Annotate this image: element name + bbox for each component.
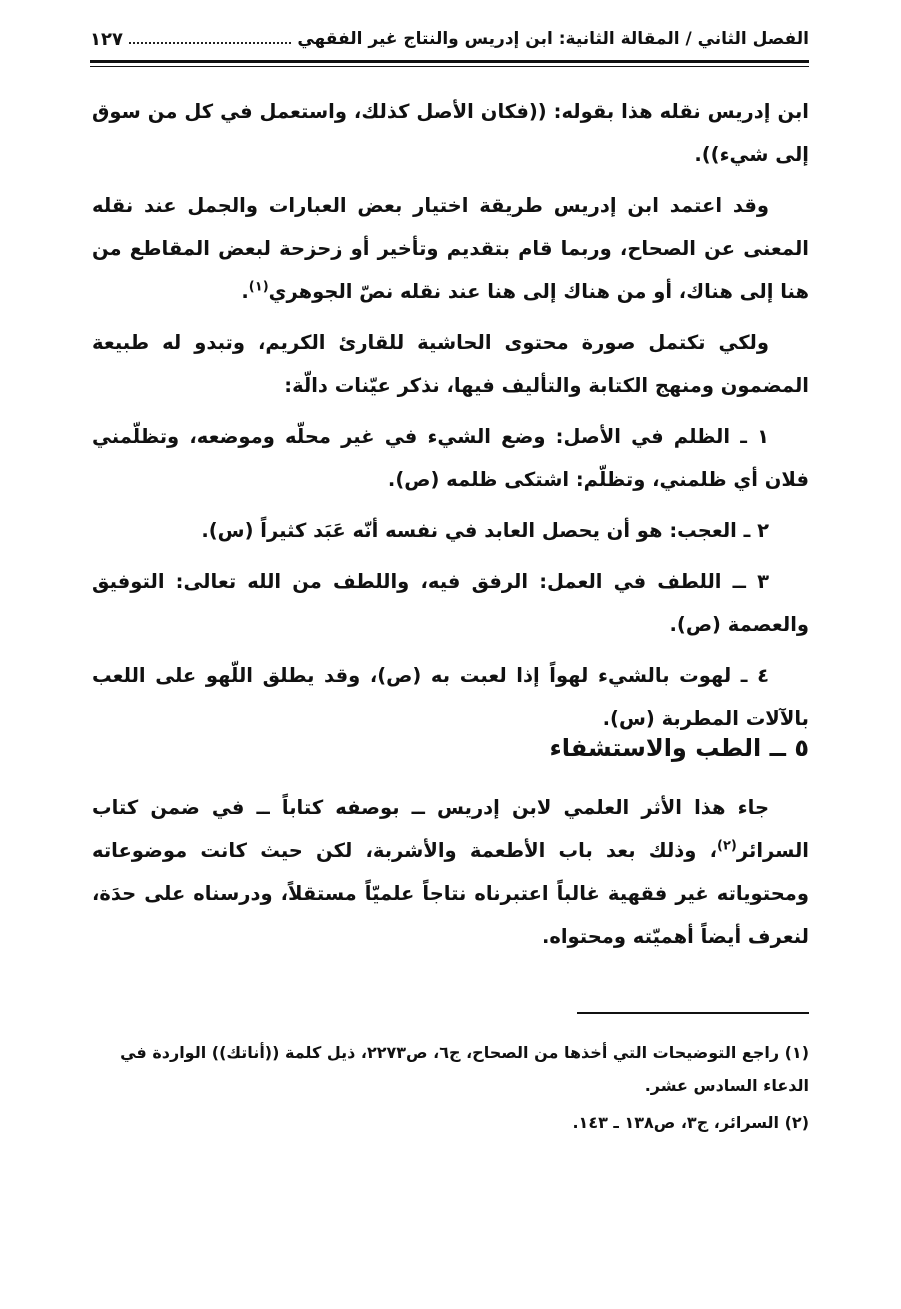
paragraph-text: ، وذلك بعد باب الأطعمة والأشربة، لكن حيث كانت موضوعاته ومحتوياته غير فقهية غالباً اعتبرناه نتاجاً علميّاً مستقلاً، ودرسناه على حدَة، لنعرف أيضاً أهميّته ومحتواه.: [92, 839, 809, 948]
paragraph: ولكي تكتمل صورة محتوى الحاشية للقارئ الكريم، وتبدو له طبيعة المضمون ومنهج الكتابة والتأليف فيها، نذكر عيّنات دالّة:: [92, 331, 809, 397]
footnote: (١) راجع التوضيحات التي أخذها من الصحاح، ج٦، ص٢٢٧٣، ذيل كلمة ((أناتك)) الواردة في الدعاء السادس عشر.: [120, 1043, 809, 1095]
list-item: ١ ـ الظلم في الأصل: وضع الشيء في غير محلّه وموضعه، وتظلّمني فلان أي ظلمني، وتظلّم: اشتكى ظلمه (ص).: [92, 425, 809, 491]
paragraph: [92, 786, 809, 958]
footnote: (٢) السرائر، ج٣، ص١٣٨ ـ ١٤٣.: [572, 1113, 809, 1132]
page-number: ١٢٧: [90, 28, 123, 50]
page-header: [90, 22, 809, 56]
paragraph: [92, 184, 809, 313]
paragraph-text: وقد اعتمد ابن إدريس طريقة اختيار بعض العبارات والجمل عند نقله المعنى عن الصحاح، وربما قام بتقديم وتأخير أو زحزحة لبعض المقاطع من هنا إلى هناك، أو من هناك إلى هنا عند نقله نصّ الجوهري: [92, 194, 809, 303]
paragraph-text: جاء هذا الأثر العلمي لابن إدريس ــ بوصفه كتاباً ــ في ضمن كتاب السرائر: [92, 796, 809, 862]
main-text: [92, 90, 809, 748]
list-item: ٢ ـ العجب: هو أن يحصل العابد في نفسه أنّه عَبَد كثيراً (س).: [201, 519, 769, 542]
list-item: ٤ ـ لهوت بالشيء لهواً إذا لعبت به (ص)، وقد يطلق اللّهو على اللعب بالآلات المطربة (س).: [92, 664, 809, 730]
footnotes: [92, 1036, 809, 1143]
section-heading: ٥ ــ الطب والاستشفاء: [549, 734, 809, 762]
list-item: ٣ ــ اللطف في العمل: الرفق فيه، واللطف من الله تعالى: التوفيق والعصمة (ص).: [92, 570, 809, 636]
paragraph: ابن إدريس نقله هذا بقوله: ((فكان الأصل كذلك، واستعمل في كل من سوق إلى شيء)).: [92, 100, 809, 166]
header-rule: [90, 60, 809, 63]
running-title: الفصل الثاني / المقالة الثانية: ابن إدريس والنتاج غير الفقهي: [297, 29, 809, 49]
footnote-ref: (١): [248, 279, 269, 295]
leader-dots: [129, 42, 291, 44]
section-text: [92, 786, 809, 958]
header-rule-thin: [90, 66, 809, 67]
footnote-rule: [577, 1012, 809, 1014]
footnote-ref: (٢): [717, 838, 737, 854]
period: .: [241, 280, 249, 303]
